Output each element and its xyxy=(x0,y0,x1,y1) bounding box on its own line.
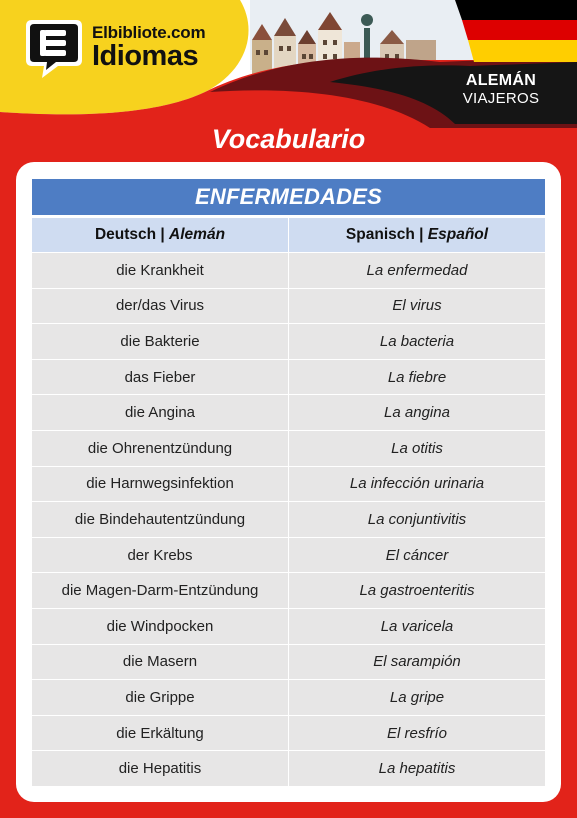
spanish-term: El cáncer xyxy=(289,538,545,573)
brand xyxy=(92,24,205,70)
brand-name: Idiomas xyxy=(92,40,199,72)
germany-flag-icon xyxy=(455,0,577,62)
table-row xyxy=(32,538,545,573)
table-row xyxy=(32,680,545,715)
column-header-spanish xyxy=(289,218,545,252)
spanish-term: El sarampión xyxy=(289,645,545,680)
table-row xyxy=(32,645,545,680)
spanish-term: La enfermedad xyxy=(289,253,545,288)
table-row xyxy=(32,395,545,430)
column-header-spanish-label: Spanisch | xyxy=(345,226,428,243)
spanish-term: La bacteria xyxy=(289,324,545,359)
german-term: die Angina xyxy=(32,395,288,430)
table-title: ENFERMEDADES xyxy=(32,179,545,215)
spanish-term: La otitis xyxy=(289,431,545,466)
table-row xyxy=(32,360,545,395)
german-term: die Magen-Darm-Entzündung xyxy=(32,573,288,608)
table-row xyxy=(32,324,545,359)
german-term: der/das Virus xyxy=(32,289,288,324)
german-term: die Bakterie xyxy=(32,324,288,359)
german-term: die Erkältung xyxy=(32,716,288,751)
header-banner xyxy=(0,0,577,128)
table-row xyxy=(32,716,545,751)
german-term: die Ohrenentzündung xyxy=(32,431,288,466)
german-term: die Krankheit xyxy=(32,253,288,288)
table-header-row xyxy=(32,218,545,252)
german-term: die Bindehautentzündung xyxy=(32,502,288,537)
course-level: VIAJEROS xyxy=(462,90,540,107)
table-row xyxy=(32,751,545,786)
spanish-term: La infección urinaria xyxy=(289,467,545,502)
spanish-term: La angina xyxy=(289,395,545,430)
german-term: die Hepatitis xyxy=(32,751,288,786)
german-term: die Masern xyxy=(32,645,288,680)
table-row xyxy=(32,431,545,466)
vocabulary-table xyxy=(32,179,545,786)
spanish-term: La conjuntivitis xyxy=(289,502,545,537)
column-header-german-label: Deutsch | xyxy=(94,226,170,243)
german-term: die Windpocken xyxy=(32,609,288,644)
german-term: der Krebs xyxy=(32,538,288,573)
course-label xyxy=(436,72,566,108)
table-body xyxy=(32,253,545,786)
table-row xyxy=(32,253,545,288)
brand-site: Elbibliote.com xyxy=(92,23,206,42)
column-header-german-italic: Alemán xyxy=(169,226,226,243)
column-header-german xyxy=(32,218,288,252)
spanish-term: El resfrío xyxy=(289,716,545,751)
german-term: das Fieber xyxy=(32,360,288,395)
spanish-term: La varicela xyxy=(289,609,545,644)
spanish-term: La gripe xyxy=(289,680,545,715)
table-row xyxy=(32,467,545,502)
course-language: ALEMÁN xyxy=(465,72,537,89)
spanish-term: La hepatitis xyxy=(289,751,545,786)
spanish-term: La fiebre xyxy=(289,360,545,395)
german-term: die Grippe xyxy=(32,680,288,715)
spanish-term: La gastroenteritis xyxy=(289,573,545,608)
table-row xyxy=(32,502,545,537)
column-header-spanish-italic: Español xyxy=(427,226,489,243)
spanish-term: El virus xyxy=(289,289,545,324)
table-row xyxy=(32,609,545,644)
chat-bubble-logo-icon xyxy=(24,18,84,80)
table-row xyxy=(32,573,545,608)
table-row xyxy=(32,289,545,324)
header xyxy=(0,0,577,128)
page-title: Vocabulario xyxy=(211,124,366,154)
german-term: die Harnwegsinfektion xyxy=(32,467,288,502)
